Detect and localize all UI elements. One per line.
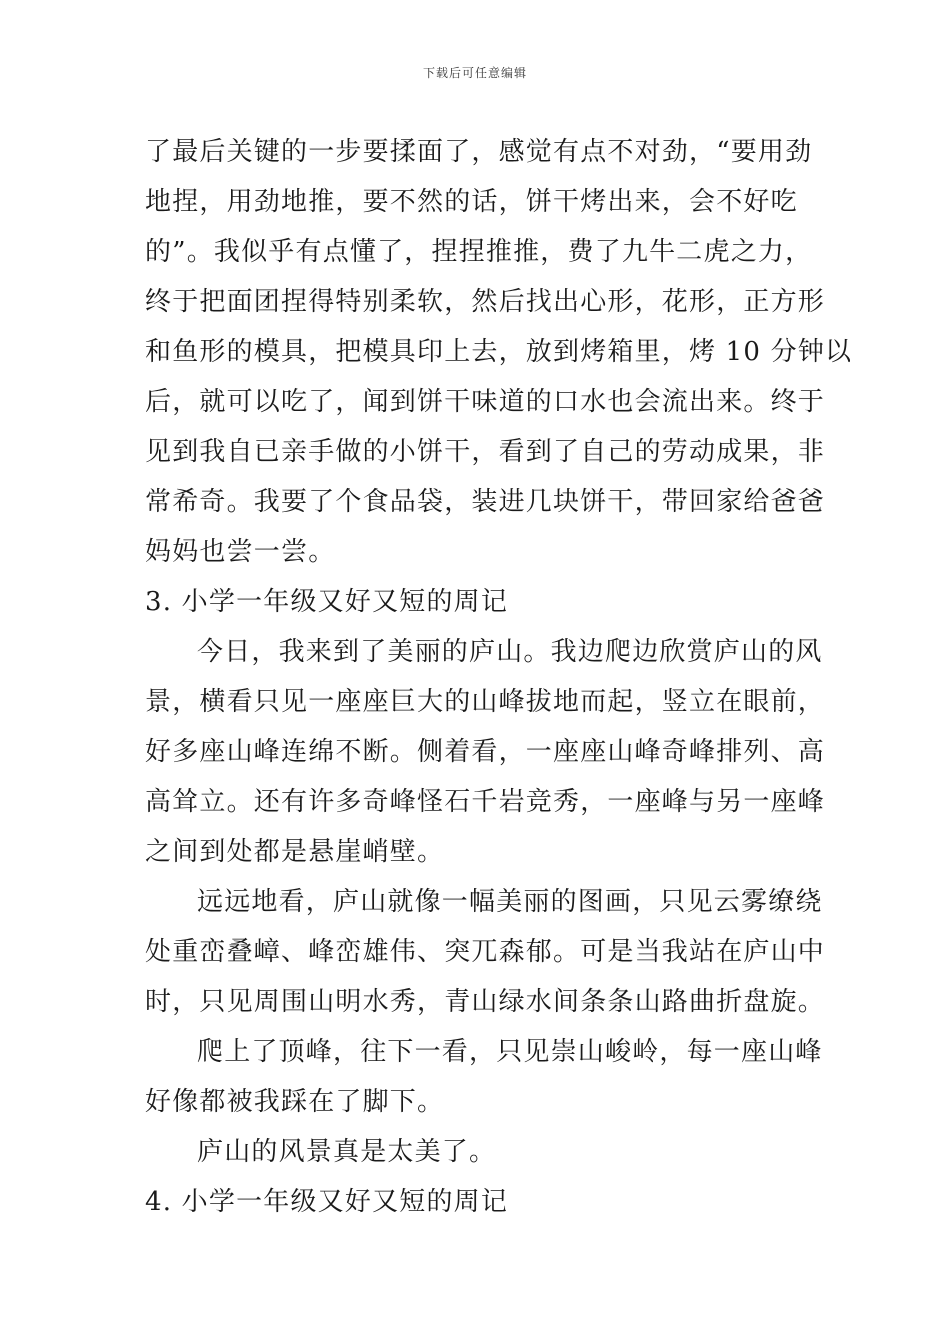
- text-line: 终于把面团捏得特别柔软，然后找出心形，花形，正方形: [145, 287, 826, 317]
- text-line: 妈妈也尝一尝。: [145, 537, 336, 567]
- text-line: 爬上了顶峰，往下一看，只见崇山峻岭，每一座山峰: [197, 1037, 823, 1067]
- text-line: 后，就可以吃了，闻到饼干味道的口水也会流出来。终于: [145, 387, 826, 417]
- text-line: 见到我自已亲手做的小饼干，看到了自己的劳动成果，非: [145, 437, 826, 467]
- page-header: 下载后可任意编辑: [422, 66, 527, 80]
- section-heading: 4. 小学一年级又好又短的周记: [145, 1187, 509, 1217]
- text-line: 景，横看只见一座座巨大的山峰拔地而起，竖立在眼前，: [145, 687, 826, 717]
- text-line: 处重峦叠嶂、峰峦雄伟、突兀森郁。可是当我站在庐山中: [145, 937, 826, 967]
- text-line: 高耸立。还有许多奇峰怪石千岩竞秀，一座峰与另一座峰: [145, 787, 826, 817]
- text-line: 之间到处都是悬崖峭壁。: [145, 837, 445, 867]
- text-line: 常希奇。我要了个食品袋，装进几块饼干，带回家给爸爸: [145, 487, 826, 517]
- text-line: 庐山的风景真是太美了。: [197, 1137, 497, 1167]
- text-line: 的”。我似乎有点懂了，捏捏推推，费了九牛二虎之力，: [145, 237, 813, 267]
- text-line: 地捏，用劲地推，要不然的话，饼干烤出来，会不好吃: [145, 187, 798, 217]
- text-line: 了最后关键的一步要揉面了，感觉有点不对劲，“要用劲: [145, 137, 813, 167]
- text-line: 好多座山峰连绵不断。侧着看，一座座山峰奇峰排列、高: [145, 737, 826, 767]
- text-line: 时，只见周围山明水秀，青山绿水间条条山路曲折盘旋。: [145, 987, 826, 1017]
- document-body: [145, 127, 853, 1227]
- section-heading: 3. 小学一年级又好又短的周记: [145, 587, 509, 617]
- text-line: 远远地看，庐山就像一幅美丽的图画，只见云雾缭绕: [197, 887, 823, 917]
- text-line: 今日，我来到了美丽的庐山。我边爬边欣赏庐山的风: [197, 637, 823, 667]
- text-line: 好像都被我踩在了脚下。: [145, 1087, 445, 1117]
- text-line: 和鱼形的模具，把模具印上去，放到烤箱里，烤 10 分钟以: [145, 337, 853, 367]
